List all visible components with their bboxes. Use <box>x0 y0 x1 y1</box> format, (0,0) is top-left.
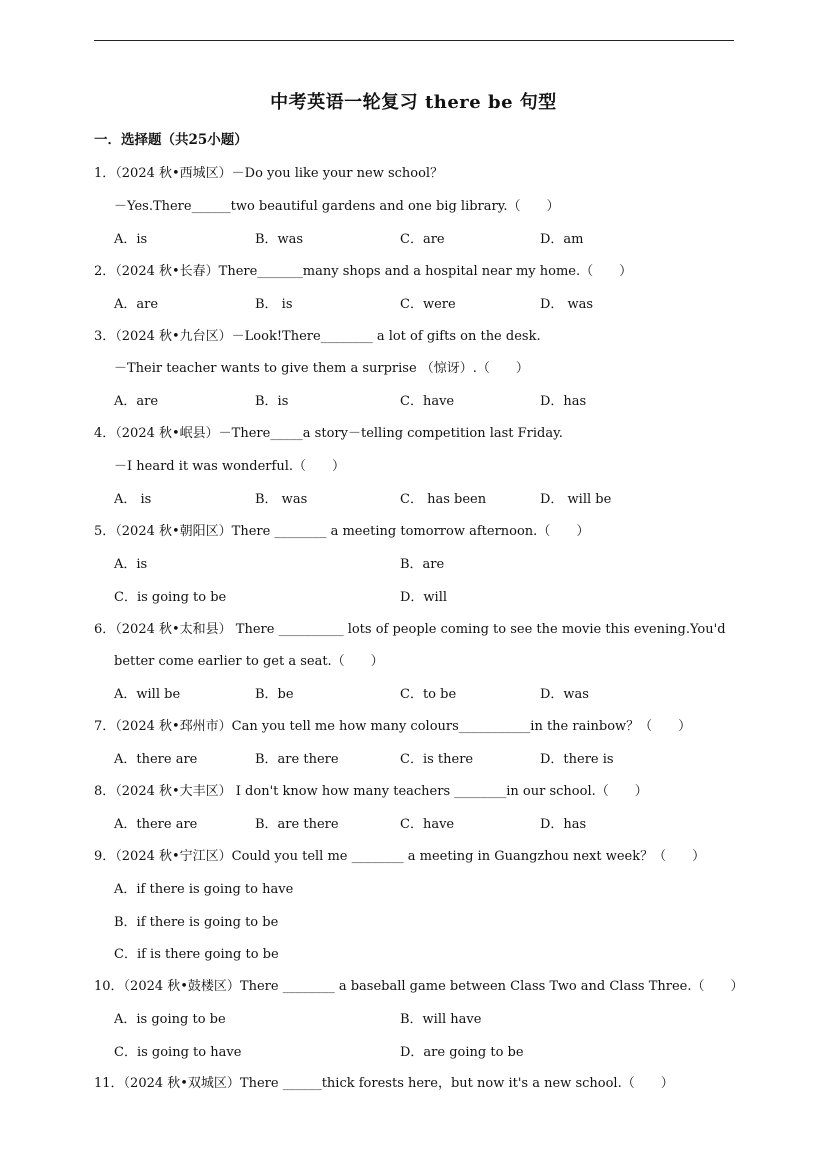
question-6-stem: 6．（2024 秋•太和县） There __________ lots of people coming to see the movie this evening.You'd <box>94 622 726 637</box>
question-7-option-b: B．are there <box>255 752 339 767</box>
question-2-option-b: B． is <box>255 297 293 312</box>
question-4-stem: 4．（2024 秋•岷县）－There_____a story－telling competition last Friday. <box>94 426 563 441</box>
question-8-option-c: C．have <box>400 817 455 832</box>
question-4-option-d: D． will be <box>540 492 612 507</box>
question-5-stem: 5．（2024 秋•朝阳区）There ________ a meeting tomorrow afternoon.（ ） <box>94 524 590 539</box>
question-6-option-d: D．was <box>540 687 589 702</box>
question-8-option-d: D．has <box>540 817 587 832</box>
question-10-option-a: A．is going to be <box>114 1012 226 1027</box>
question-3-stem: 3．（2024 秋•九台区）－Look!There________ a lot of gifts on the desk. <box>94 329 541 344</box>
question-6-option-c: C．to be <box>400 687 457 702</box>
question-7-option-c: C．is there <box>400 752 474 767</box>
question-4-option-b: B． was <box>255 492 308 507</box>
question-10-option-c: C．is going to have <box>114 1045 242 1060</box>
question-1-stem: 1．（2024 秋•西城区）－Do you like your new school？ <box>94 166 444 181</box>
question-2-stem: 2．（2024 秋•长春）There_______many shops and a hospital near my home.（ ） <box>94 264 633 279</box>
question-1-option-c: C．are <box>400 232 445 247</box>
question-10-option-d: D．are going to be <box>400 1045 524 1060</box>
question-1-option-b: B．was <box>255 232 304 247</box>
question-10-stem: 10．（2024 秋•鼓楼区）There ________ a baseball game between Class Two and Class Three.（ ） <box>94 979 744 994</box>
header-rule <box>94 40 734 41</box>
question-9-stem: 9．（2024 秋•宁江区）Could you tell me ________ a meeting in Guangzhou next week？（ ） <box>94 849 706 864</box>
question-3-option-c: C．have <box>400 394 455 409</box>
question-8-option-a: A．there are <box>114 817 198 832</box>
question-3-option-b: B．is <box>255 394 289 409</box>
question-2-option-c: C．were <box>400 297 456 312</box>
question-10-option-b: B．will have <box>400 1012 482 1027</box>
question-4-stem-line2: －I heard it was wonderful.（ ） <box>114 459 345 474</box>
question-5-option-a: A．is <box>114 557 148 572</box>
question-9-option-b: B．if there is going to be <box>114 915 279 930</box>
question-9-option-a: A．if there is going to have <box>114 882 294 897</box>
section-heading: 一．选择题（共25小题） <box>94 132 248 148</box>
question-6-option-a: A．will be <box>114 687 181 702</box>
question-2-option-d: D． was <box>540 297 594 312</box>
question-7-option-d: D．there is <box>540 752 614 767</box>
question-4-option-c: C． has been <box>400 492 487 507</box>
question-1-option-d: D．am <box>540 232 584 247</box>
question-2-option-a: A．are <box>114 297 159 312</box>
question-5-option-c: C．is going to be <box>114 590 227 605</box>
question-7-stem: 7．（2024 秋•邳州市）Can you tell me how many colours___________in the rainbow？（ ） <box>94 719 692 734</box>
question-5-option-d: D．will <box>400 590 448 605</box>
question-7-option-a: A．there are <box>114 752 198 767</box>
question-3-option-a: A．are <box>114 394 159 409</box>
question-1-option-a: A．is <box>114 232 148 247</box>
question-11-stem: 11．（2024 秋•双城区）There ______thick forests here，but now it's a new school.（ ） <box>94 1076 674 1091</box>
question-5-option-b: B．are <box>400 557 445 572</box>
question-3-option-d: D．has <box>540 394 587 409</box>
page-title: 中考英语一轮复习 there be 句型 <box>270 92 557 113</box>
question-1-stem-line2: －Yes.There______two beautiful gardens and one big library.（ ） <box>114 199 560 214</box>
question-6-stem-line2: better come earlier to get a seat.（ ） <box>114 654 384 669</box>
question-6-option-b: B．be <box>255 687 294 702</box>
question-8-option-b: B．are there <box>255 817 339 832</box>
question-3-stem-line2: －Their teacher wants to give them a surprise （惊讶）.（ ） <box>114 361 529 376</box>
question-9-option-c: C．if is there going to be <box>114 947 279 962</box>
question-4-option-a: A． is <box>114 492 152 507</box>
question-8-stem: 8．（2024 秋•大丰区） I don't know how many teachers ________in our school.（ ） <box>94 784 648 799</box>
